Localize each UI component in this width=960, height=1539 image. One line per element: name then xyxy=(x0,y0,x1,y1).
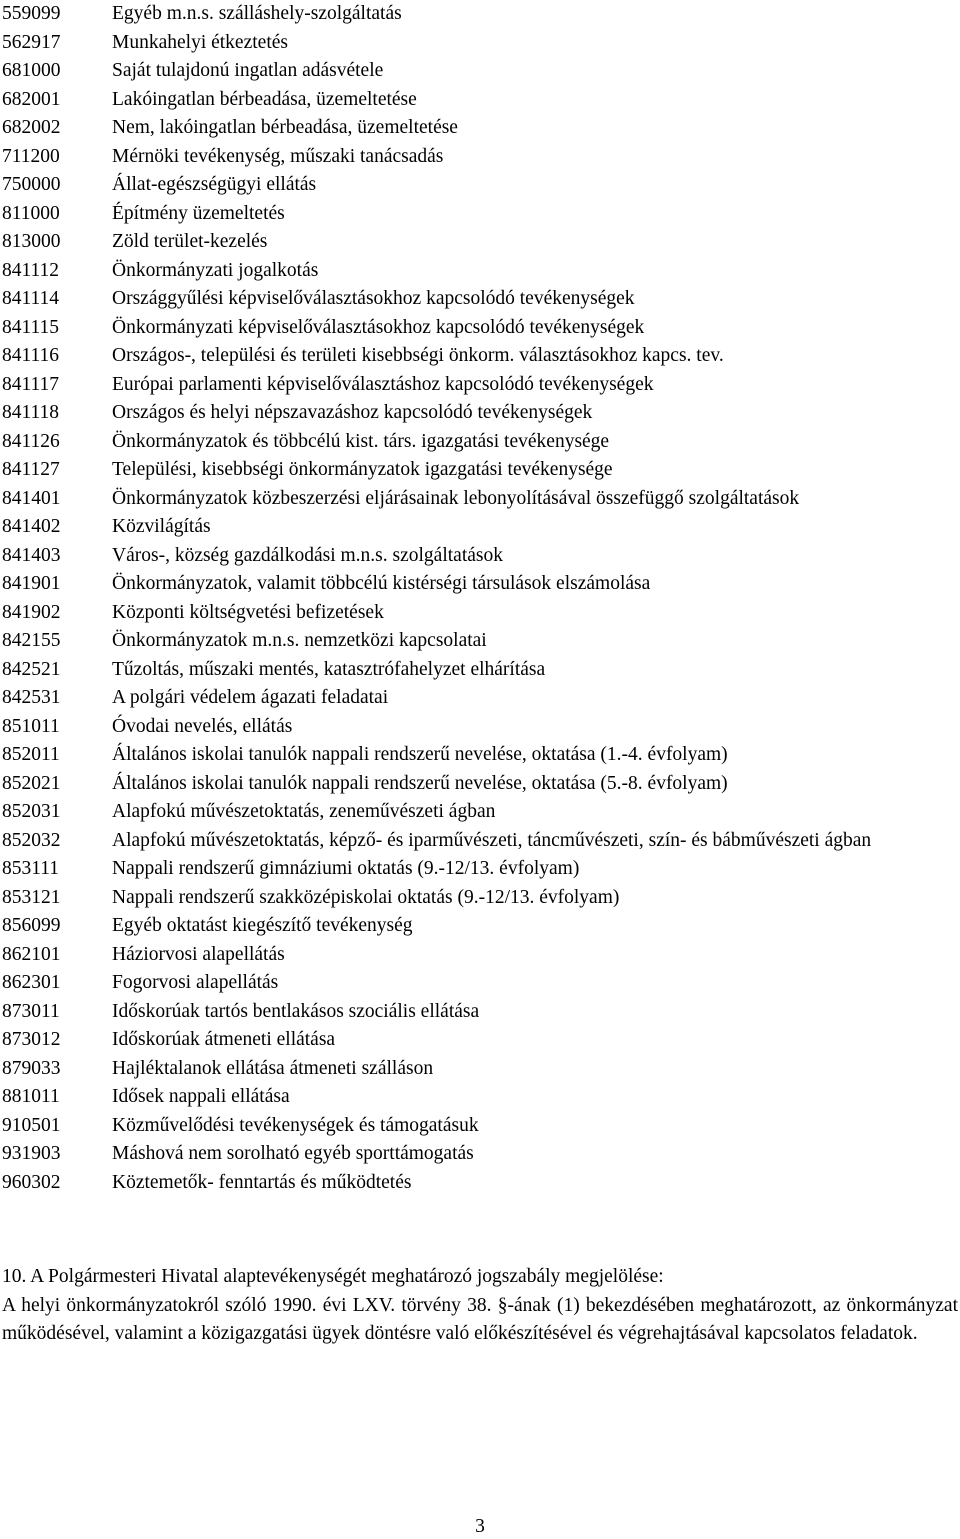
list-item xyxy=(2,399,958,428)
activity-description: Építmény üzemeltetés xyxy=(112,202,285,224)
activity-code: 852011 xyxy=(2,744,60,765)
activity-code: 853121 xyxy=(2,886,61,908)
activity-code: 841402 xyxy=(2,516,61,537)
activity-description: Lakóingatlan bérbeadása, üzemeltetése xyxy=(112,88,417,110)
list-item xyxy=(2,371,958,400)
activity-code: 931903 xyxy=(2,1143,61,1164)
activity-code: 852021 xyxy=(2,772,61,794)
list-item xyxy=(2,884,958,913)
activity-code: 862301 xyxy=(2,972,61,993)
activity-description: Általános iskolai tanulók nappali rendszerű nevelése, oktatása (5.-8. évfolyam) xyxy=(112,772,728,794)
activity-code: 682002 xyxy=(2,117,61,138)
activity-code: 841126 xyxy=(2,430,60,452)
activity-description: Országgyűlési képviselőválasztásokhoz kapcsolódó tevékenységek xyxy=(112,288,635,309)
activity-code: 681000 xyxy=(2,60,61,81)
activity-code: 873011 xyxy=(2,1000,60,1022)
activity-code: 813000 xyxy=(2,231,61,252)
activity-description: Munkahelyi étkeztetés xyxy=(112,31,288,53)
activity-description: A polgári védelem ágazati feladatai xyxy=(112,687,389,708)
activity-description: Idősek nappali ellátása xyxy=(112,1086,290,1107)
list-item xyxy=(2,0,958,29)
list-item xyxy=(2,656,958,685)
activity-code: 879033 xyxy=(2,1057,61,1079)
list-item xyxy=(2,200,958,229)
activity-description: Óvodai nevelés, ellátás xyxy=(112,715,293,737)
list-item xyxy=(2,941,958,970)
list-item xyxy=(2,485,958,514)
activity-code: 841116 xyxy=(2,345,60,366)
activity-description: Országos és helyi népszavazáshoz kapcsolódó tevékenységek xyxy=(112,402,593,423)
activity-code: 841118 xyxy=(2,402,60,423)
list-item xyxy=(2,428,958,457)
list-item xyxy=(2,114,958,143)
list-item xyxy=(2,143,958,172)
activity-description: Európai parlamenti képviselőválasztáshoz kapcsolódó tevékenységek xyxy=(112,373,654,395)
activity-code: 750000 xyxy=(2,174,61,195)
activity-description: Alapfokú művészetoktatás, zeneművészeti ágban xyxy=(112,801,496,822)
list-item xyxy=(2,599,958,628)
list-item xyxy=(2,171,958,200)
activity-description: Háziorvosi alapellátás xyxy=(112,943,285,965)
activity-description: Állat-egészségügyi ellátás xyxy=(112,174,317,195)
list-item xyxy=(2,342,958,371)
activity-code: 841127 xyxy=(2,459,60,480)
activity-description: Önkormányzatok, valamit többcélú kistérségi társulások elszámolása xyxy=(112,573,651,594)
activity-code: 910501 xyxy=(2,1114,61,1136)
activity-code: 862101 xyxy=(2,943,61,965)
activity-description: Fogorvosi alapellátás xyxy=(112,972,279,993)
activity-code: 881011 xyxy=(2,1086,60,1107)
activity-code: 811000 xyxy=(2,202,60,224)
activity-description: Települési, kisebbségi önkormányzatok igazgatási tevékenysége xyxy=(112,459,613,480)
activity-description: Város-, község gazdálkodási m.n.s. szolgáltatások xyxy=(112,544,503,566)
activity-code: 562917 xyxy=(2,31,61,53)
activity-code: 841403 xyxy=(2,544,61,566)
list-item xyxy=(2,257,958,286)
activity-description: Egyéb oktatást kiegészítő tevékenység xyxy=(112,915,413,936)
list-item xyxy=(2,770,958,799)
list-item xyxy=(2,798,958,827)
activity-description: Nappali rendszerű gimnáziumi oktatás (9.-12/13. évfolyam) xyxy=(112,858,580,879)
list-item xyxy=(2,741,958,770)
activity-code: 873012 xyxy=(2,1029,61,1050)
list-item xyxy=(2,1112,958,1141)
list-item xyxy=(2,969,958,998)
list-item xyxy=(2,912,958,941)
list-item xyxy=(2,570,958,599)
activity-description: Önkormányzati képviselőválasztásokhoz kapcsolódó tevékenységek xyxy=(112,316,645,338)
activity-description: Máshová nem sorolható egyéb sporttámogatás xyxy=(112,1143,474,1164)
activity-description: Központi költségvetési befizetések xyxy=(112,601,384,623)
activity-description: Önkormányzatok közbeszerzési eljárásainak lebonyolításával összefüggő szolgáltatások xyxy=(112,487,800,509)
activity-description: Mérnöki tevékenység, műszaki tanácsadás xyxy=(112,145,444,167)
list-item xyxy=(2,456,958,485)
activity-code: 841112 xyxy=(2,259,60,281)
list-item xyxy=(2,228,958,257)
activity-code: 842155 xyxy=(2,630,61,651)
activity-description: Országos-, települési és területi kisebbségi önkorm. választásokhoz kapcs. tev. xyxy=(112,345,724,366)
activity-code: 559099 xyxy=(2,3,61,24)
activity-description: Köztemetők- fenntartás és működtetés xyxy=(112,1171,412,1193)
activity-description: Nappali rendszerű szakközépiskolai oktatás (9.-12/13. évfolyam) xyxy=(112,886,620,908)
activity-code: 851011 xyxy=(2,715,60,737)
activity-description: Zöld terület-kezelés xyxy=(112,231,268,252)
section-10-heading: 10. A Polgármesteri Hivatal alaptevékenységét meghatározó jogszabály megjelölése: xyxy=(2,1266,664,1287)
activity-description: Saját tulajdonú ingatlan adásvétele xyxy=(112,60,384,81)
activity-description: Nem, lakóingatlan bérbeadása, üzemeltetése xyxy=(112,117,458,138)
list-item xyxy=(2,998,958,1027)
list-item xyxy=(2,86,958,115)
list-item xyxy=(2,1026,958,1055)
activity-code-list xyxy=(2,0,958,1197)
activity-code: 856099 xyxy=(2,915,61,936)
list-item xyxy=(2,627,958,656)
activity-description: Önkormányzati jogalkotás xyxy=(112,259,319,281)
section-10-paragraph: A helyi önkormányzatokról szóló 1990. évi LXV. törvény 38. §-ának (1) bekezdésében meghatározott, az önkormányzat működésével, valamint a közigazgatási ügyek döntésre való előkészítésével és végrehajtásával kapcsolatos feladatok. xyxy=(2,1294,958,1344)
list-item xyxy=(2,684,958,713)
activity-description: Tűzoltás, műszaki mentés, katasztrófahelyzet elhárítása xyxy=(112,658,546,680)
activity-code: 841114 xyxy=(2,288,60,309)
activity-description: Általános iskolai tanulók nappali rendszerű nevelése, oktatása (1.-4. évfolyam) xyxy=(112,744,728,765)
activity-description: Közművelődési tevékenységek és támogatásuk xyxy=(112,1114,479,1136)
list-item xyxy=(2,513,958,542)
list-item xyxy=(2,855,958,884)
activity-code: 853111 xyxy=(2,858,60,879)
activity-code: 841901 xyxy=(2,573,61,594)
activity-description: Hajléktalanok ellátása átmeneti szálláson xyxy=(112,1057,434,1079)
list-item xyxy=(2,713,958,742)
list-item xyxy=(2,285,958,314)
list-item xyxy=(2,29,958,58)
list-item xyxy=(2,314,958,343)
activity-description: Időskorúak tartós bentlakásos szociális ellátása xyxy=(112,1000,480,1022)
activity-code: 682001 xyxy=(2,88,61,110)
activity-code: 841115 xyxy=(2,316,60,338)
page-number: 3 xyxy=(475,1516,485,1537)
list-item xyxy=(2,1055,958,1084)
list-item xyxy=(2,827,958,856)
activity-code: 841401 xyxy=(2,487,61,509)
activity-code: 841117 xyxy=(2,373,60,395)
activity-description: Közvilágítás xyxy=(112,516,211,537)
activity-description: Egyéb m.n.s. szálláshely-szolgáltatás xyxy=(112,3,402,24)
activity-code: 852032 xyxy=(2,829,61,851)
list-item xyxy=(2,542,958,571)
activity-code: 711200 xyxy=(2,145,60,167)
list-item xyxy=(2,1083,958,1112)
list-item xyxy=(2,1140,958,1169)
activity-description: Időskorúak átmeneti ellátása xyxy=(112,1029,336,1050)
activity-description: Önkormányzatok m.n.s. nemzetközi kapcsolatai xyxy=(112,630,487,651)
list-item xyxy=(2,57,958,86)
section-10 xyxy=(2,1263,958,1349)
activity-code: 960302 xyxy=(2,1171,61,1193)
activity-description: Alapfokú művészetoktatás, képző- és iparművészeti, táncművészeti, szín- és bábművészeti ágban xyxy=(112,829,872,851)
activity-code: 842521 xyxy=(2,658,61,680)
activity-code: 842531 xyxy=(2,687,61,708)
activity-description: Önkormányzatok és többcélú kist. társ. igazgatási tevékenysége xyxy=(112,430,610,452)
activity-code: 852031 xyxy=(2,801,61,822)
list-item xyxy=(2,1169,958,1198)
activity-code: 841902 xyxy=(2,601,61,623)
